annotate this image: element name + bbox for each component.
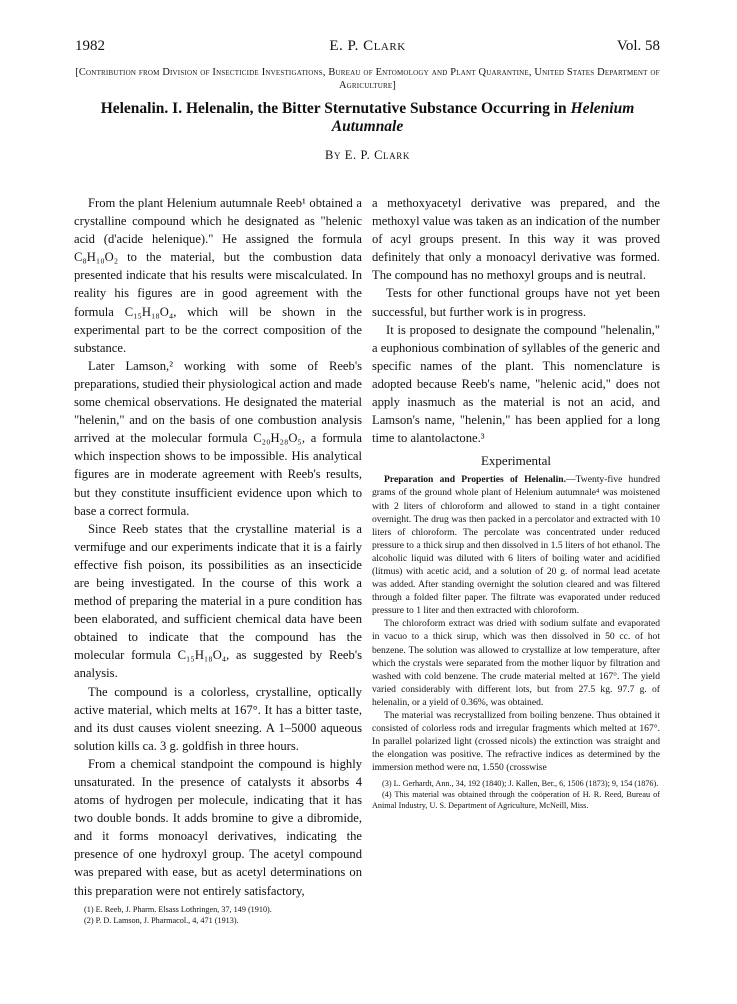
left-column (74, 194, 362, 926)
running-author: E. P. Clark (329, 38, 406, 54)
paragraph (372, 473, 660, 617)
footnotes (74, 904, 362, 926)
footnote: (1) E. Reeb, J. Pharm. Elsass Lothringen, 37, 149 (1910). (84, 904, 272, 914)
paragraph: It is proposed to designate the compound "helenalin," a euphonious combination of syllables of the generic and specific names of the plant. This nomenclature is adopted because Reeb's name, "helenic acid," does not apply inasmuch as the material is not an acid, and Lamson's name, "helenin," has been applied for a long time to alantolactone.³ (372, 322, 660, 446)
paragraph-text: —Twenty-five hundred grams of the ground whole plant of Helenium autumnale⁴ was moistened with 2 liters of chloroform and allowed to stand in a tight container overnight. The drug was then packed in a percolator and extracted with 10 liters of chloroform. The percolate was concentrated under reduced pressure to a thick sirup and then dissolved in 1.5 liters of hot ethanol. The alcoholic liquid was diluted with 6 liters of boiling water and acidified (litmus) with acetic acid, and a solution of 20 g. of normal lead acetate was added. After standing overnight the solution cleared and was filtered through a folded filter paper. The filtrate was evaporated under reduced pressure to 1 liter and then extracted with chloroform. (372, 474, 660, 617)
paragraph: Later Lamson,² working with some of Reeb's preparations, studied their physiological action and made some chemical observations. He designated the material "helenin," and on the basis of one combustion analysis arrived at the molecular formula C₂₀H₂₈O₅, a formula which inspection shows to be impossible. His analytical figures are in moderate agreement with Reeb's results, but they constitute insufficient evidence upon which to base a correct formula. (74, 358, 362, 518)
running-header (75, 38, 660, 58)
paragraph: a methoxyacetyl derivative was prepared, and the methoxyl value was taken as an indication of the number of acyl groups present. In this way it was proved definitely that only a monoacyl derivative was formed. The compound has no methoxyl groups and is neutral. (372, 196, 660, 283)
paragraph: From the plant Helenium autumnale Reeb¹ obtained a crystalline compound which he designated as "helenic acid (d'acide helenique)." He assigned the formula C₈H₁₀O₂ to the material, but the combustion data presented indicate that his results were miscalculated. In reality his figures are in good agreement with the formula C₁₅H₁₈O₄, which will be shown in the experimental part to be the correct composition of the substance. (74, 196, 362, 355)
paragraph: Since Reeb states that the crystalline material is a vermifuge and our experiments indicate that it is a fairly effective fish poison, its possibilities as an insecticide are being investigated. In the course of this work a method of preparing the material in a pure condition has been elaborated, and sufficient chemical data have been obtained to indicate that the compound has the molecular formula C₁₅H₁₈O₄, as suggested by Reeb's analysis. (74, 521, 362, 681)
footnote: (3) L. Gerhardt, Ann., 34, 192 (1840); J. Kallen, Ber., 6, 1506 (1873); 9, 154 (1876). (382, 779, 659, 789)
paragraph: The material was recrystallized from boiling benzene. Thus obtained it consisted of colorless rods and irregular fragments which melted at 167°. In parallel polarized light (crossed nicols) the extinction was straight and the elongation was positive. The refractive indices as determined by the immersion method were nα, 1.550 (crosswise (372, 710, 660, 774)
page-number: 1982 (75, 38, 105, 54)
volume-label: Vol. 58 (616, 38, 660, 54)
title-species: Helenium Autumnale (331, 100, 635, 135)
paragraph: Tests for other functional groups have not yet been successful, but further work is in progress. (372, 286, 660, 319)
paragraph: The compound is a colorless, crystalline, optically active material, which melts at 167°. It has a bitter taste, and its dust causes violent sneezing. A 1–5000 aqueous solution kills ca. 3 g. goldfish in three hours. (74, 684, 362, 753)
contribution-note: [Contribution from Division of Insecticide Investigations, Bureau of Entomology and Plant Quarantine, United States Department of Agriculture] (75, 67, 660, 91)
section-heading: Experimental (480, 453, 552, 469)
paragraph: The chloroform extract was dried with sodium sulfate and evaporated in vacuo to a thick sirup, which was then dissolved in 50 cc. of hot benzene. The solution was allowed to crystallize at low temperature, after which the crystals were separated from the mother liquor by filtration and washed with cold benzene. The crude material melted at 167°. The yield varied considerably with different lots, but from 27.5 kg. 97.7 g. of helenalin, or a yield of 0.36%, was obtained. (372, 618, 660, 708)
footnote: (2) P. D. Lamson, J. Pharmacol., 4, 471 (1913). (84, 915, 239, 925)
title-main: Helenalin. I. Helenalin, the Bitter Sternutative Substance Occurring in (100, 100, 571, 117)
article-title (75, 100, 660, 136)
footnotes (372, 778, 660, 811)
footnote: (4) This material was obtained through the coöperation of H. R. Reed, Bureau of Animal Industry, U. S. Department of Agriculture, McNeill, Miss. (372, 790, 660, 811)
subsection-heading: Preparation and Properties of Helenalin. (384, 474, 566, 486)
paragraph: From a chemical standpoint the compound is highly unsaturated. In the presence of catalysts it absorbs 4 atoms of hydrogen per molecule, indicating that it has two double bonds. It adds bromine to give a dibromide, and it forms monoacyl derivatives, indicating the presence of one hydroxyl group. The acetyl compound was prepared with ease, but as acetyl determinations on this preparation were not entirely satisfactory, (74, 756, 362, 898)
right-column (372, 194, 660, 811)
byline: By E. P. Clark (325, 148, 410, 162)
